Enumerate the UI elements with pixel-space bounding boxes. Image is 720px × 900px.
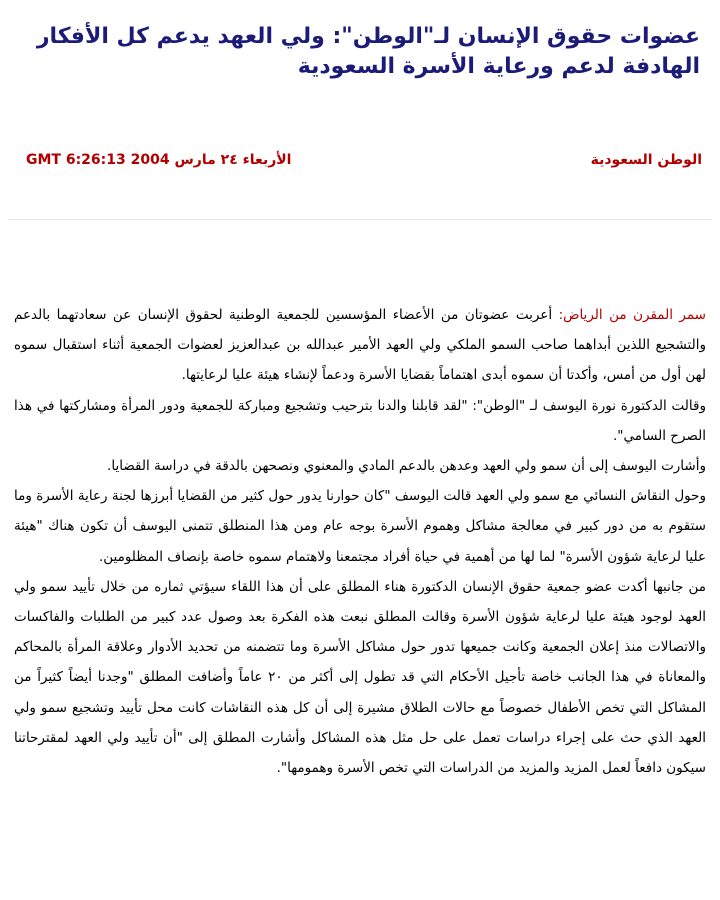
article-paragraph-4: وحول النقاش النسائي مع سمو ولي العهد قالت اليوسف "كان حوارنا يدور حول كثير من القضايا أبرزها لجنة رعاية الأسرة وما ستقوم به من دور كبير في معالجة مشاكل وهموم الأسرة بوجه عام ومن هذا المنطلق تتمنى اليوسف أن تكون هناك "هيئة عليا لرعاية شؤون الأسرة" لما لها من أهمية في حياة أفراد مجتمعنا ولاهتمام سموه خاصة بإنصاف المظلومين. xyxy=(14,488,706,565)
article-headline: عضوات حقوق الإنسان لـ"الوطن": ولي العهد يدعم كل الأفكار الهادفة لدعم ورعاية الأسرة السعودية xyxy=(36,24,700,79)
news-source: الوطن السعودية xyxy=(590,152,702,168)
article-paragraph-5: من جانبها أكدت عضو جمعية حقوق الإنسان الدكتورة هناء المطلق على أن هذا اللقاء سيؤتي ثماره من خلال تأييد سمو ولي العهد لوجود هيئة عليا لرعاية شؤون الأسرة وقالت المطلق نبعت هذه الفكرة بعد وصول عدد كبير من الطلبات والفاكسات والاتصالات منذ إعلان الجمعية وكانت جميعها تدور حول مشاكل الأسرة وما تتضمنه من تحديد الأدوار وعلاقة المرأة بالمحاكم والمعاناة في هذا الجانب خاصة تأجيل الأحكام التي قد تطول إلى أكثر من ٢٠ عاماً وأضافت المطلق "وجدنا أيضاً كثيراً من المشاكل التي تخص الأطفال خصوصاً مع حالات الطلاق مشيرة إلى أن كل هذه النقاشات كانت محل تأييد وتشجيع سمو ولي العهد الذي حث على إجراء دراسات تعمل على حل مثل هذه المشاكل وأشارت المطلق إلى "أن تأييد ولي العهد لمقترحاتنا سيكون دافعاً لعمل المزيد والمزيد من الدراسات التي تخص الأسرة وهمومها". xyxy=(14,578,706,777)
publish-date: الأربعاء ٢٤ مارس 2004 GMT 6:26:13 xyxy=(26,152,292,168)
paragraph-text: أعربت عضوتان من الأعضاء المؤسسين للجمعية الوطنية لحقوق الإنسان عن سعادتهما بالدعم والتشجيع اللذين أبداهما صاحب السمو الملكي ولي العهد الأمير عبدالله بن عبدالعزيز لعضوات الجمعية أثناء استقبال سموه لهن أول من أمس، وأكدتا أن سموه أبدى اهتماماً بقضايا الأسرة ودعماً لإنشاء هيئة عليا لرعايتها. xyxy=(14,307,706,384)
article-paragraph-1 xyxy=(14,300,706,391)
article-body xyxy=(14,300,706,783)
article-paragraph-2: وقالت الدكتورة نورة اليوسف لـ "الوطن": "لقد قابلنا والدنا بترحيب وتشجيع ومباركة للجمعية ودور المرأة ومشاركتها في هذا الصرح السامي". xyxy=(14,397,706,444)
article-paragraph-3: وأشارت اليوسف إلى أن سمو ولي العهد وعدهن بالدعم المادي والمعنوي ونصحهن بالدقة في دراسة القضايا. xyxy=(107,458,706,475)
article-byline: سمر المقرن من الرياض: xyxy=(558,307,706,323)
header-divider xyxy=(8,219,712,220)
